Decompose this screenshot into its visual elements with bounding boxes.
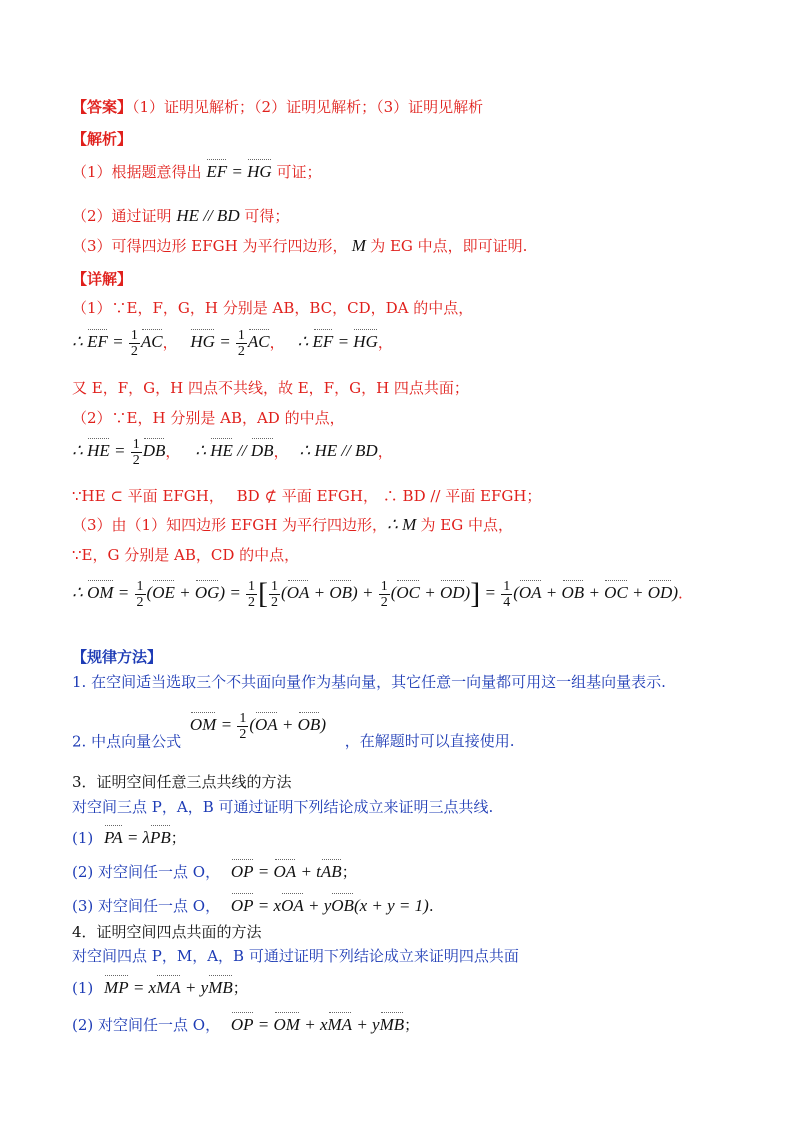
- detail-formula-3: ∴ OM = $\frac{1}{2}$ (OE + OG) = $\frac{1}{2}$ [ $\frac{1}{2}$ (OA + OB) + $\frac{1}{2}$ (OC + OD)] = $\frac{1}{4}$ (OA + OB + OC + OD).: [72, 577, 683, 611]
- detail-line-3: 又 E，F，G，H 四点不共线，故 E，F，G，H 四点共面；: [72, 379, 469, 397]
- detail-line-4: （2）∵E，H 分别是 AB，AD 的中点，: [72, 409, 345, 427]
- method-tag: 【规律方法】: [72, 648, 163, 666]
- formula-he-parallel-bd: HE // BD: [176, 206, 240, 225]
- detail-line-6: ∵HE ⊂ 平面 EFGH， BD ⊄ 平面 EFGH， ∴ BD // 平面 EFGH；: [72, 487, 542, 505]
- answer-tag: 【答案】: [72, 98, 133, 116]
- method-3-desc: 对空间三点 P，A，B 可通过证明下列结论成立来证明三点共线.: [72, 798, 494, 816]
- detail-formula-1: ∴ EF = $\frac{1}{2}$ AC， HG = $\frac{1}{2}$ AC， ∴ EF = HG，: [72, 328, 393, 359]
- analysis-line-3: （3）可得四边形 EFGH 为平行四边形， M 为 EG 中点，即可证明.: [72, 236, 528, 255]
- method-3-title: 3．证明空间任意三点共线的方法: [72, 773, 292, 791]
- formula-ef-eq-hg: EF = HG: [206, 162, 272, 181]
- method-4-title: 4．证明空间四点共面的方法: [72, 923, 262, 941]
- method-3-item-1: (1) PA = λPB；: [72, 828, 186, 847]
- midpoint-formula: OM = $\frac{1}{2}$ (OA + OB): [189, 711, 326, 742]
- answer-line: [72, 97, 483, 117]
- answer-text: （1）证明见解析；（2）证明见解析；（3）证明见解析: [132, 98, 484, 116]
- analysis-line-1: （1）根据题意得出 EF = HG 可证；: [72, 162, 322, 181]
- method-4-desc: 对空间四点 P，M，A，B 可通过证明下列结论成立来证明四点共面: [72, 947, 519, 965]
- method-line-1: 1. 在空间适当选取三个不共面向量作为基向量，其它任意一向量都可用这一组基向量表示.: [72, 673, 666, 691]
- detail-formula-2: ∴ HE = $\frac{1}{2}$ DB， ∴ HE // DB， ∴ HE // BD，: [72, 437, 393, 468]
- method-4-item-1: (1) MP = xMA + yMB；: [72, 978, 248, 997]
- detail-tag: 【详解】: [72, 270, 133, 288]
- detail-line-1: （1）∵E，F，G，H 分别是 AB，BC，CD，DA 的中点，: [72, 299, 474, 317]
- analysis-tag: 【解析】: [72, 130, 133, 148]
- method-line-2: 2. 中点向量公式 OM = $\frac{1}{2}$ (OA + OB) ，在解题时可以直接使用.: [72, 711, 515, 751]
- point-m: M: [347, 236, 371, 255]
- analysis-line-2: （2）通过证明 HE // BD 可得；: [72, 206, 290, 225]
- detail-line-8: ∵E，G 分别是 AB，CD 的中点，: [72, 546, 300, 564]
- detail-line-7: （3）由（1）知四边形 EFGH 为平行四边形，∴ M 为 EG 中点，: [72, 515, 513, 534]
- method-4-item-2: (2) 对空间任一点 O， OP = OM + xMA + yMB；: [72, 1015, 420, 1034]
- method-3-item-2: (2) 对空间任一点 O， OP = OA + tAB；: [72, 862, 357, 881]
- method-3-item-3: (3) 对空间任一点 O， OP = xOA + yOB(x + y = 1).: [72, 896, 434, 915]
